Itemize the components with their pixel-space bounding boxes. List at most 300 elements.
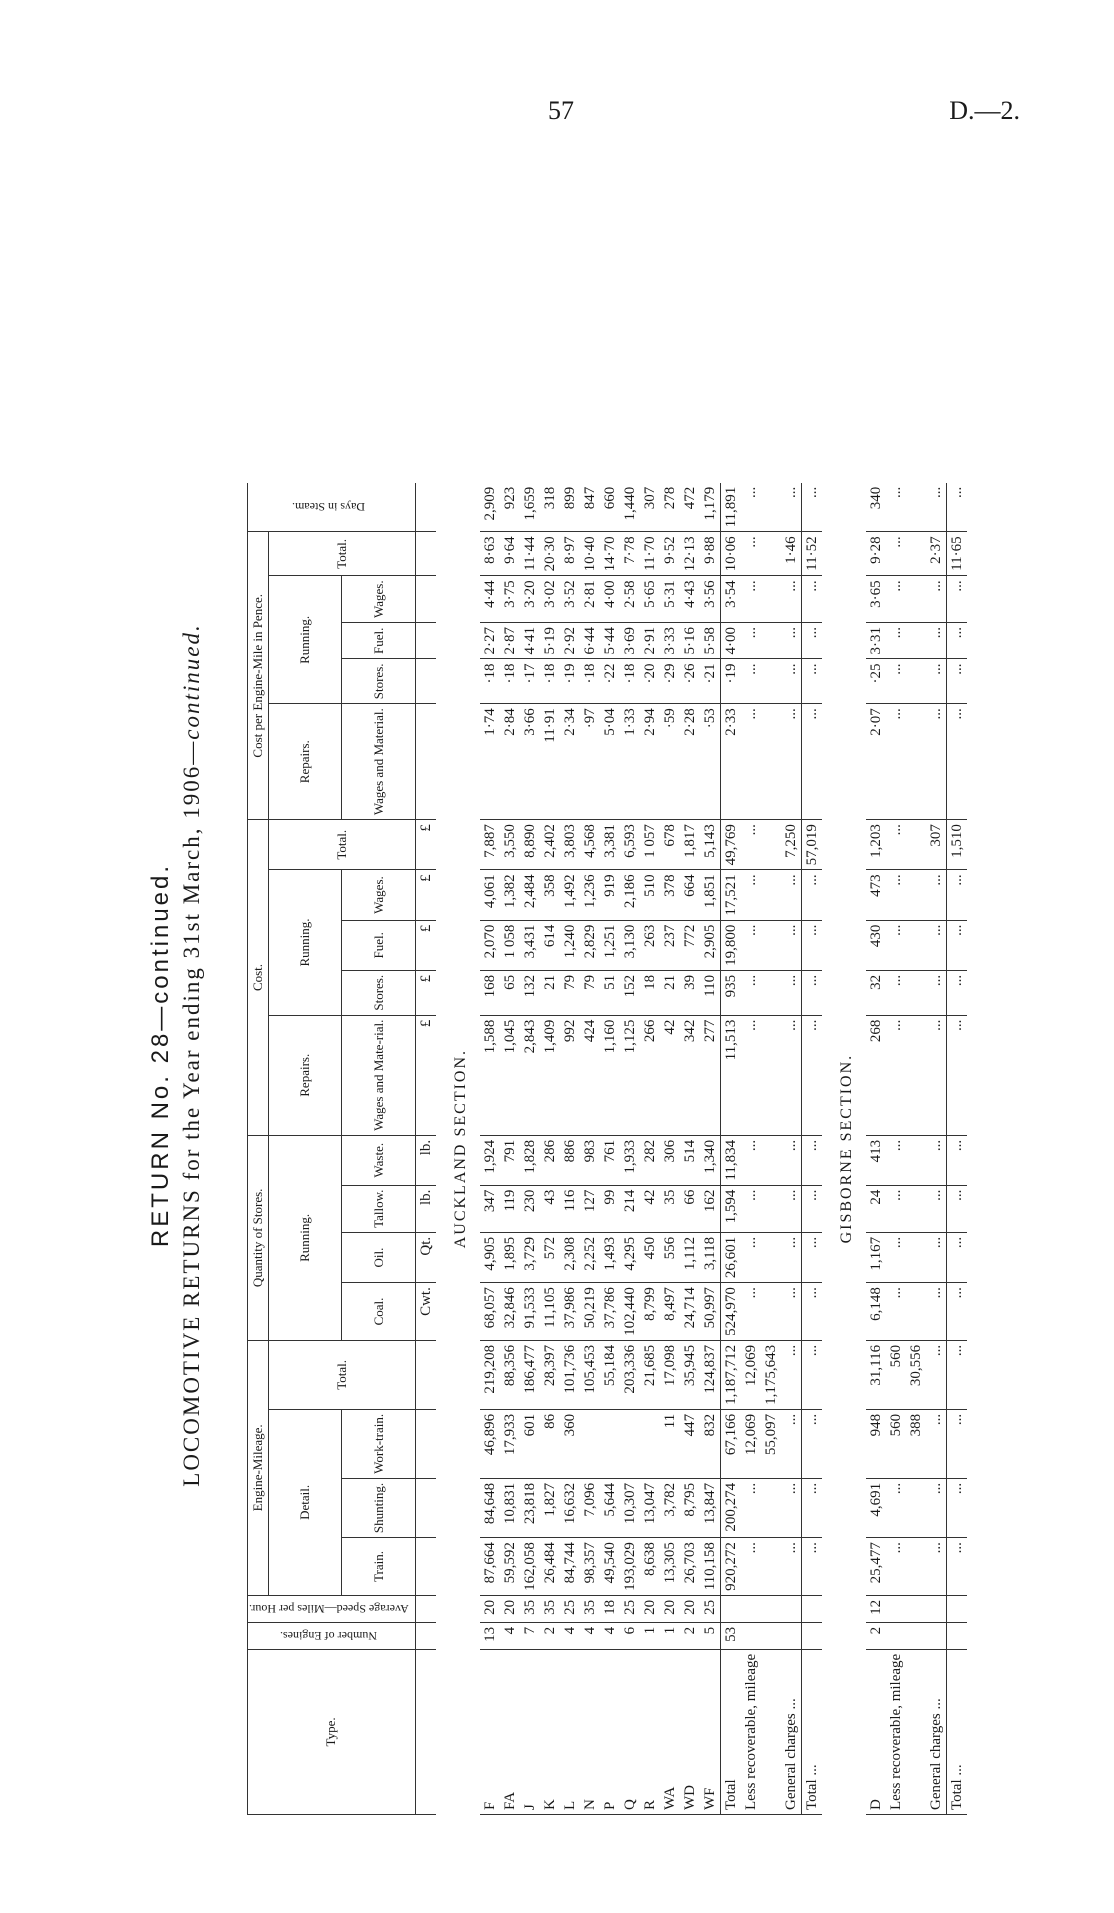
table-cell: 88,356 xyxy=(500,1340,520,1409)
table-cell: 342 xyxy=(680,1015,700,1135)
table-cell: ... xyxy=(801,1538,822,1596)
table-cell: 1,895 xyxy=(500,1232,520,1282)
table-row xyxy=(700,483,721,1815)
table-cell: 306 xyxy=(660,1135,680,1185)
table-cell: ... xyxy=(886,659,906,704)
table-cell: 42 xyxy=(660,1015,680,1135)
table-cell: WD xyxy=(680,1649,700,1814)
table-cell: 31,116 xyxy=(866,1340,886,1409)
table-cell: ... xyxy=(926,1409,947,1478)
table-cell: 35 xyxy=(520,1595,540,1622)
table-cell: 3,729 xyxy=(520,1232,540,1282)
table-cell: 168 xyxy=(480,970,500,1015)
table-cell: ... xyxy=(801,483,822,532)
table-cell: ... xyxy=(801,623,822,660)
table-row xyxy=(580,483,600,1815)
table-cell: lb. xyxy=(415,1135,436,1185)
table-cell: 21,685 xyxy=(640,1340,660,1409)
table-cell: 10·40 xyxy=(580,532,600,576)
table-cell: 560 xyxy=(886,1340,906,1409)
table-cell: 1,924 xyxy=(480,1135,500,1185)
table-cell: 4,691 xyxy=(866,1478,886,1537)
table-cell: 17,521 xyxy=(720,870,741,920)
table-cell: 5·58 xyxy=(700,623,721,660)
auckland-section xyxy=(436,483,480,1815)
table-row xyxy=(560,483,580,1815)
table-cell: 24 xyxy=(866,1185,886,1232)
table-cell: ... xyxy=(926,1478,947,1537)
table-cell: 42 xyxy=(640,1185,660,1232)
table-row xyxy=(540,483,560,1815)
table-cell xyxy=(761,1283,781,1341)
table-cell: ·18 xyxy=(500,659,520,704)
table-cell: ... xyxy=(781,659,802,704)
table-cell: ... xyxy=(886,1538,906,1596)
table-cell: 13,847 xyxy=(700,1478,721,1537)
table-cell: 18 xyxy=(600,1595,620,1622)
table-cell: ... xyxy=(781,1409,802,1478)
table-cell: ... xyxy=(946,659,967,704)
table-cell: ... xyxy=(801,1135,822,1185)
table-cell: 992 xyxy=(560,1015,580,1135)
table-cell: 4·43 xyxy=(680,576,700,623)
table-cell: 3·52 xyxy=(560,576,580,623)
table-cell: 3·56 xyxy=(700,576,721,623)
table-cell: 5 xyxy=(700,1622,721,1649)
table-cell: ... xyxy=(741,704,761,820)
table-cell: 1,236 xyxy=(580,870,600,920)
table-cell: 524,970 xyxy=(720,1283,741,1341)
table-row xyxy=(500,483,520,1815)
table-cell: 32 xyxy=(866,970,886,1015)
table-cell: 8·97 xyxy=(560,532,580,576)
table-cell: 46,896 xyxy=(480,1409,500,1478)
col-days-in-steam-label: Days in Steam. xyxy=(292,500,366,515)
table-cell: 8,638 xyxy=(640,1538,660,1596)
table-cell: Qt. xyxy=(415,1232,436,1282)
table-cell: ... xyxy=(781,1232,802,1282)
table-cell: 1,827 xyxy=(540,1478,560,1537)
table-cell: 9·64 xyxy=(500,532,520,576)
table-cell: FA xyxy=(500,1649,520,1814)
table-cell: ... xyxy=(741,1185,761,1232)
table-cell: 2·28 xyxy=(680,704,700,820)
table-cell: Total xyxy=(720,1649,741,1814)
col-work-train: Work-train. xyxy=(342,1409,415,1478)
table-cell: 20 xyxy=(640,1595,660,1622)
table-row xyxy=(866,483,886,1815)
table-cell: ... xyxy=(801,920,822,970)
table-cell: £ xyxy=(415,870,436,920)
table-cell: ... xyxy=(886,820,906,870)
table-cell: Cwt. xyxy=(415,1283,436,1341)
table-cell: 1 xyxy=(640,1622,660,1649)
table-cell: 152 xyxy=(620,970,640,1015)
table-cell: 13,047 xyxy=(640,1478,660,1537)
table-cell: 2,484 xyxy=(520,870,540,920)
table-cell: 12,069 xyxy=(741,1409,761,1478)
table-cell: 11·52 xyxy=(801,532,822,576)
table-cell xyxy=(801,1622,822,1649)
table-cell: 614 xyxy=(540,920,560,970)
table-cell: ... xyxy=(886,920,906,970)
col-cost-stores: Stores. xyxy=(342,970,415,1015)
table-cell: 4·41 xyxy=(520,623,540,660)
table-cell: 920,272 xyxy=(720,1538,741,1596)
table-cell: 2,843 xyxy=(520,1015,540,1135)
table-cell: 277 xyxy=(700,1015,721,1135)
table-cell: 65 xyxy=(500,970,520,1015)
table-cell: ... xyxy=(781,1283,802,1341)
col-oil: Oil. xyxy=(342,1232,415,1282)
table-cell: 55,097 xyxy=(761,1409,781,1478)
table-cell: 11·65 xyxy=(946,532,967,576)
table-cell xyxy=(761,576,781,623)
table-cell: 5,143 xyxy=(700,820,721,870)
table-cell: 98,357 xyxy=(580,1538,600,1596)
table-cell xyxy=(906,970,926,1015)
table-cell: 67,166 xyxy=(720,1409,741,1478)
table-cell xyxy=(906,576,926,623)
table-cell: 13 xyxy=(480,1622,500,1649)
table-cell: ... xyxy=(946,1135,967,1185)
group-cost: Cost. xyxy=(248,820,269,1136)
table-cell xyxy=(906,483,926,532)
table-cell: ... xyxy=(781,1135,802,1185)
table-cell: 162,058 xyxy=(520,1538,540,1596)
table-cell xyxy=(600,1409,620,1478)
table-cell: 5·44 xyxy=(600,623,620,660)
table-cell: ·26 xyxy=(680,659,700,704)
table-cell xyxy=(761,1595,781,1622)
table-cell: ... xyxy=(886,870,906,920)
table-cell: ... xyxy=(926,659,947,704)
table-cell: 116 xyxy=(560,1185,580,1232)
table-cell: 12·13 xyxy=(680,532,700,576)
table-row xyxy=(600,483,620,1815)
table-cell: 3,118 xyxy=(700,1232,721,1282)
table-cell: 203,336 xyxy=(620,1340,640,1409)
table-cell: J xyxy=(520,1649,540,1814)
table-cell: 1·74 xyxy=(480,704,500,820)
table-cell: ... xyxy=(946,1283,967,1341)
table-cell: General charges ... xyxy=(926,1649,947,1814)
gisborne-grand-total-row xyxy=(946,483,967,1815)
table-cell: 2,186 xyxy=(620,870,640,920)
table-cell: R xyxy=(640,1649,660,1814)
table-cell: 6,593 xyxy=(620,820,640,870)
table-cell: 10·06 xyxy=(720,532,741,576)
table-cell: 340 xyxy=(866,483,886,532)
table-cell xyxy=(415,1622,436,1649)
table-cell: 162 xyxy=(700,1185,721,1232)
group-cost-per-mile: Cost per Engine-Mile in Pence. xyxy=(248,532,269,820)
gisborne-subtotal-row xyxy=(906,483,926,1815)
table-cell: 4,905 xyxy=(480,1232,500,1282)
table-cell: 307 xyxy=(640,483,660,532)
table-cell xyxy=(620,1409,640,1478)
table-cell: ... xyxy=(926,704,947,820)
col-coal: Coal. xyxy=(342,1283,415,1341)
table-cell: 2,909 xyxy=(480,483,500,532)
table-cell: 87,664 xyxy=(480,1538,500,1596)
table-cell: 20·30 xyxy=(540,532,560,576)
table-cell xyxy=(415,1409,436,1478)
table-cell: ... xyxy=(926,576,947,623)
table-cell: 2 xyxy=(680,1622,700,1649)
table-cell: 4·44 xyxy=(480,576,500,623)
table-cell: 1,160 xyxy=(600,1015,620,1135)
table-cell xyxy=(415,483,436,532)
table-cell: 7·78 xyxy=(620,532,640,576)
table-cell: 263 xyxy=(640,920,660,970)
group-cost-repairs: Repairs. xyxy=(269,1015,342,1135)
table-cell: ... xyxy=(801,970,822,1015)
table-cell: ... xyxy=(886,532,906,576)
table-cell: 1,851 xyxy=(700,870,721,920)
table-cell xyxy=(415,1340,436,1409)
table-cell: 37,786 xyxy=(600,1283,620,1341)
table-cell: WF xyxy=(700,1649,721,1814)
gisborne-section xyxy=(822,483,866,1815)
table-cell: ... xyxy=(801,1340,822,1409)
table-cell xyxy=(906,1015,926,1135)
table-cell: 24,714 xyxy=(680,1283,700,1341)
table-cell: 9·28 xyxy=(866,532,886,576)
table-cell: 2·34 xyxy=(560,704,580,820)
table-title-continued: continued. xyxy=(179,623,204,740)
table-cell: ... xyxy=(801,659,822,704)
table-cell: 791 xyxy=(500,1135,520,1185)
table-cell: ... xyxy=(801,1409,822,1478)
table-cell: 2·91 xyxy=(640,623,660,660)
table-cell xyxy=(415,532,436,576)
table-cell: ... xyxy=(741,1232,761,1282)
table-cell: 886 xyxy=(560,1135,580,1185)
table-cell: ... xyxy=(741,970,761,1015)
table-cell: ... xyxy=(886,623,906,660)
table-cell: 2·81 xyxy=(580,576,600,623)
table-cell: 286 xyxy=(540,1135,560,1185)
table-cell: 12,069 xyxy=(741,1340,761,1409)
table-cell xyxy=(906,1232,926,1282)
table-cell: 307 xyxy=(926,820,947,870)
table-cell xyxy=(801,1595,822,1622)
table-row xyxy=(640,483,660,1815)
table-cell: 1·33 xyxy=(620,704,640,820)
table-cell: 772 xyxy=(680,920,700,970)
table-title xyxy=(179,275,205,1835)
table-cell xyxy=(906,1649,926,1814)
auckland-section-title: AUCKLAND SECTION. xyxy=(451,1048,469,1249)
table-cell: 4 xyxy=(580,1622,600,1649)
table-cell: ... xyxy=(781,1015,802,1135)
table-cell: ... xyxy=(801,1232,822,1282)
table-cell: 1,203 xyxy=(866,820,886,870)
table-cell: 450 xyxy=(640,1232,660,1282)
document-code: D.—2. xyxy=(949,96,1020,125)
group-cpm-running: Running. xyxy=(269,576,342,704)
table-cell: 3,803 xyxy=(560,820,580,870)
table-cell: 7,096 xyxy=(580,1478,600,1537)
col-number-of-engines-label: Number of Engines. xyxy=(280,1628,378,1643)
table-cell: ... xyxy=(946,623,967,660)
table-cell: ... xyxy=(886,704,906,820)
table-cell xyxy=(761,1232,781,1282)
table-cell: 186,477 xyxy=(520,1340,540,1409)
col-number-of-engines xyxy=(248,1622,416,1649)
table-cell: ... xyxy=(781,623,802,660)
table-cell: 3,381 xyxy=(600,820,620,870)
table-cell: ... xyxy=(926,1135,947,1185)
table-cell: ... xyxy=(781,870,802,920)
table-cell: ·25 xyxy=(866,659,886,704)
table-cell: 358 xyxy=(540,870,560,920)
table-cell xyxy=(415,1478,436,1537)
table-cell: 3,782 xyxy=(660,1478,680,1537)
table-cell: 8,497 xyxy=(660,1283,680,1341)
table-cell: 424 xyxy=(580,1015,600,1135)
table-cell: 10,831 xyxy=(500,1478,520,1537)
table-cell xyxy=(741,1622,761,1649)
table-cell: ... xyxy=(946,920,967,970)
auckland-grand-total-row xyxy=(801,483,822,1815)
table-cell: ... xyxy=(781,1538,802,1596)
table-cell: 20 xyxy=(680,1595,700,1622)
table-cell: 4 xyxy=(600,1622,620,1649)
table-cell: ·22 xyxy=(600,659,620,704)
table-cell xyxy=(580,1409,600,1478)
table-cell: 7 xyxy=(520,1622,540,1649)
table-row xyxy=(480,483,500,1815)
table-cell: ... xyxy=(741,1478,761,1537)
table-cell: 50,997 xyxy=(700,1283,721,1341)
table-cell: 219,208 xyxy=(480,1340,500,1409)
table-cell xyxy=(906,1622,926,1649)
table-cell: 472 xyxy=(680,483,700,532)
table-cell: 214 xyxy=(620,1185,640,1232)
table-cell: ... xyxy=(886,1135,906,1185)
table-cell: 66 xyxy=(680,1185,700,1232)
table-cell: P xyxy=(600,1649,620,1814)
table-cell: 7,250 xyxy=(781,820,802,870)
table-cell: 26,703 xyxy=(680,1538,700,1596)
table-cell: 5·04 xyxy=(600,704,620,820)
table-cell: ... xyxy=(781,704,802,820)
table-cell: 1,045 xyxy=(500,1015,520,1135)
table-cell: 923 xyxy=(500,483,520,532)
table-cell: 388 xyxy=(906,1409,926,1478)
units-row xyxy=(415,483,436,1815)
table-cell: 119 xyxy=(500,1185,520,1232)
table-cell xyxy=(761,1622,781,1649)
table-cell xyxy=(926,1622,947,1649)
table-cell: ... xyxy=(741,659,761,704)
table-cell: D xyxy=(866,1649,886,1814)
table-cell: 1,175,643 xyxy=(761,1340,781,1409)
table-cell: 556 xyxy=(660,1232,680,1282)
table-cell: ... xyxy=(741,1135,761,1185)
table-cell: 132 xyxy=(520,970,540,1015)
table-cell: ·18 xyxy=(480,659,500,704)
col-waste: Waste. xyxy=(342,1135,415,1185)
table-cell: 35 xyxy=(580,1595,600,1622)
table-cell: 1,828 xyxy=(520,1135,540,1185)
table-cell xyxy=(906,820,926,870)
table-cell: 14·70 xyxy=(600,532,620,576)
table-row xyxy=(660,483,680,1815)
table-cell: 430 xyxy=(866,920,886,970)
table-cell xyxy=(926,1595,947,1622)
table-cell: 5·16 xyxy=(680,623,700,660)
table-cell: ·17 xyxy=(520,659,540,704)
table-cell: ... xyxy=(926,1283,947,1341)
table-body xyxy=(415,483,967,1815)
table-cell: 25 xyxy=(700,1595,721,1622)
table-cell: 19,800 xyxy=(720,920,741,970)
table-cell xyxy=(906,1135,926,1185)
table-cell: 678 xyxy=(660,820,680,870)
table-cell: 17,933 xyxy=(500,1409,520,1478)
table-cell: 1,179 xyxy=(700,483,721,532)
table-cell: WA xyxy=(660,1649,680,1814)
table-cell: 2,829 xyxy=(580,920,600,970)
table-cell: ... xyxy=(741,483,761,532)
table-cell: 278 xyxy=(660,483,680,532)
table-cell: ·19 xyxy=(720,659,741,704)
table-cell: 5·65 xyxy=(640,576,660,623)
table-cell: 9·52 xyxy=(660,532,680,576)
table-cell: ... xyxy=(781,1478,802,1537)
table-cell: 35 xyxy=(540,1595,560,1622)
table-cell: 268 xyxy=(866,1015,886,1135)
table-cell xyxy=(761,920,781,970)
table-cell: ... xyxy=(741,1283,761,1341)
table-cell xyxy=(906,1478,926,1537)
table-cell: 2·84 xyxy=(500,704,520,820)
table-cell: ... xyxy=(926,870,947,920)
table-cell: ... xyxy=(781,1340,802,1409)
table-cell: ... xyxy=(886,1015,906,1135)
table-cell: 2,070 xyxy=(480,920,500,970)
table-cell: 1 xyxy=(660,1622,680,1649)
table-cell: 601 xyxy=(520,1409,540,1478)
table-cell: 1,187,712 xyxy=(720,1340,741,1409)
table-cell: 2·37 xyxy=(926,532,947,576)
table-cell: ... xyxy=(801,1283,822,1341)
table-cell: ... xyxy=(946,1185,967,1232)
table-cell: ... xyxy=(741,532,761,576)
table-cell xyxy=(761,1649,781,1814)
table-cell xyxy=(761,1478,781,1537)
table-cell: ... xyxy=(926,1232,947,1282)
col-train: Train. xyxy=(342,1538,415,1596)
table-cell: 59,592 xyxy=(500,1538,520,1596)
table-cell xyxy=(415,1538,436,1596)
table-cell xyxy=(886,1595,906,1622)
table-cell: ... xyxy=(946,870,967,920)
titles xyxy=(147,275,205,1835)
table-row xyxy=(520,483,540,1815)
table-cell xyxy=(761,820,781,870)
table-cell: ... xyxy=(886,1232,906,1282)
table-cell: 378 xyxy=(660,870,680,920)
table-cell: 4,061 xyxy=(480,870,500,920)
table-cell: ·18 xyxy=(540,659,560,704)
col-avg-speed xyxy=(248,1595,416,1622)
table-cell: 1 058 xyxy=(500,920,520,970)
table-cell: ... xyxy=(946,483,967,532)
